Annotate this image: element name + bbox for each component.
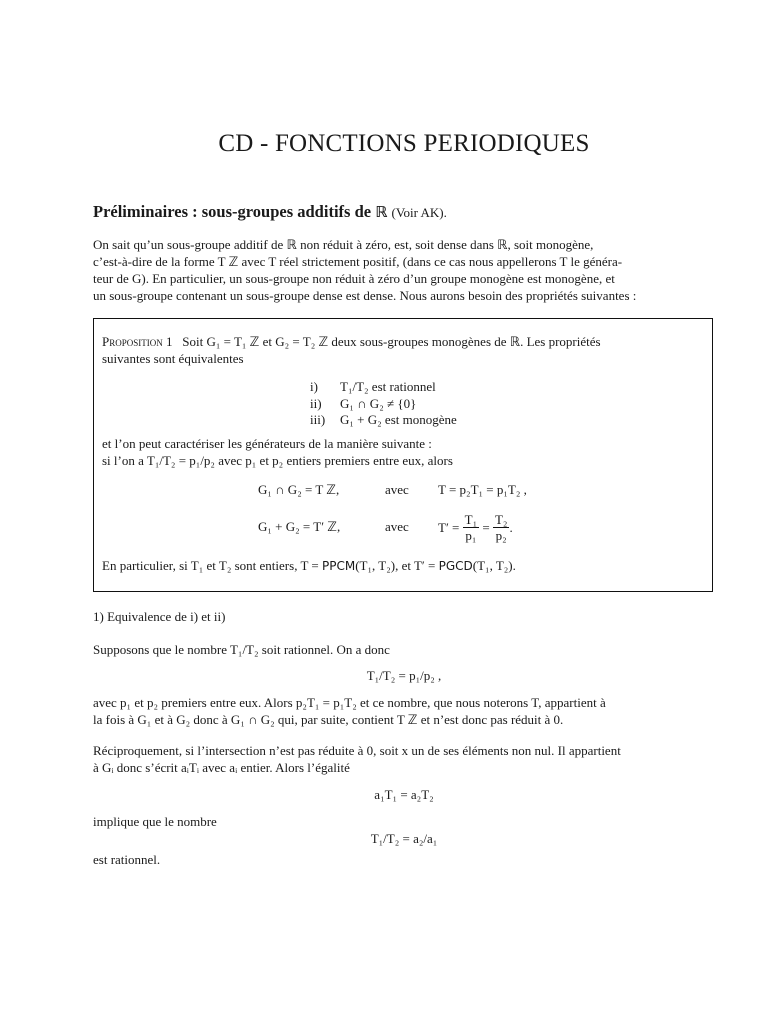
proposition-label: Proposition 1	[102, 334, 173, 349]
equals-sign: =	[482, 519, 490, 535]
fraction-denominator: p₁	[465, 528, 477, 543]
fraction-numerator: T₁	[464, 512, 478, 527]
list-item-key: iii)	[310, 412, 326, 427]
part1-heading: 1) Equivalence de i) et ii)	[93, 609, 226, 624]
list-item-text: G₁ ∩ G₂ ≠ {0}	[340, 395, 417, 411]
characterization-line: et l’on peut caractériser les générateurs de la manière suivante :	[102, 436, 432, 451]
document-title: CD - FONCTIONS PERIODIQUES	[218, 130, 590, 157]
fraction	[493, 512, 509, 543]
intro-line: teur de G). En particulier, un sous-groupe non réduit à zéro d’un groupe monogène est monogène, et	[93, 271, 615, 286]
intro-line: c’est-à-dire de la forme T ℤ avec T réel strictement positif, (dans ce cas nous appellerons T le généra-	[93, 254, 623, 269]
paragraph-line: Réciproquement, si l’intersection n’est pas réduite à 0, soit x un de ses éléments non nul. Il appartient	[93, 743, 621, 758]
part1-paragraph: est rationnel.	[93, 852, 161, 867]
list-item-key: i)	[310, 379, 318, 394]
fraction-numerator: T₂	[494, 512, 508, 527]
equation-ratio-a: T₁/T₂ = a₂/a₁	[370, 831, 438, 846]
characterization-text	[102, 435, 706, 469]
equation-sum-left: G₁ + G₂ = T′ ℤ,	[258, 519, 341, 534]
proposition-statement	[102, 333, 706, 367]
part1-paragraph: implique que le nombre	[93, 814, 217, 829]
proposition-conclusion	[102, 557, 706, 575]
equation-intersection-right: T = p₂T₁ = p₁T₂ ,	[438, 482, 527, 497]
fraction-denominator: p₂	[495, 528, 507, 543]
characterization-line: si l’on a T₁/T₂ = p₁/p₂ avec p₁ et p₂ entiers premiers entre eux, alors	[102, 453, 453, 468]
section-note: (Voir AK).	[391, 205, 447, 220]
section-heading	[93, 202, 447, 222]
equation-intersection-avec: avec	[385, 482, 409, 497]
part1-paragraph	[93, 694, 715, 728]
list-item	[310, 396, 457, 413]
equation-ratio: T₁/T₂ = p₁/p₂ ,	[366, 668, 442, 683]
equivalence-list	[310, 379, 457, 429]
proposition-statement-line: Soit G₁ = T₁ ℤ et G₂ = T₂ ℤ deux sous-groupes monogènes de ℝ. Les propriétés	[182, 334, 601, 349]
paragraph-line: à Gᵢ donc s’écrit aᵢTᵢ avec aᵢ entier. Alors l’égalité	[93, 760, 350, 775]
period: .	[509, 519, 513, 535]
reals-symbol: ℝ	[375, 203, 388, 221]
equation-sum-avec: avec	[385, 519, 409, 534]
proposition-box	[93, 318, 713, 592]
conclusion-text: (T₁, T₂).	[472, 558, 516, 573]
fraction	[463, 512, 479, 543]
list-item-key: ii)	[310, 395, 322, 411]
equation-T-prime: T′ =	[438, 519, 460, 535]
list-item-text: G₁ + G₂ est monogène	[340, 412, 457, 427]
list-item	[310, 412, 457, 429]
equation-sum-right	[438, 512, 513, 543]
paragraph-line: avec p₁ et p₂ premiers entre eux. Alors p₂T₁ = p₁T₂ et ce nombre, que nous noterons T, appartient à	[93, 695, 606, 710]
intro-line: On sait qu’un sous-groupe additif de ℝ non réduit à zéro, est, soit dense dans ℝ, soit monogène,	[93, 237, 594, 252]
pgcd-operator: PGCD	[438, 559, 473, 573]
equation-intersection-left: G₁ ∩ G₂ = T ℤ,	[258, 482, 340, 497]
part1-paragraph: Supposons que le nombre T₁/T₂ soit rationnel. On a donc	[93, 642, 390, 657]
equation-equality: a₁T₁ = a₂T₂	[374, 787, 434, 802]
ppcm-operator: PPCM	[322, 559, 356, 573]
proposition-statement-line: suivantes sont équivalentes	[102, 351, 244, 366]
conclusion-text: En particulier, si T₁ et T₂ sont entiers, T =	[102, 558, 319, 573]
section-heading-text: Préliminaires : sous-groupes additifs de	[93, 202, 372, 221]
part1-paragraph	[93, 742, 715, 776]
list-item	[310, 379, 457, 396]
conclusion-text: (T₁, T₂), et T′ =	[355, 558, 436, 573]
intro-paragraph	[93, 236, 715, 304]
intro-line: un sous-groupe contenant un sous-groupe dense est dense. Nous aurons besoin des propriétés suivantes :	[93, 288, 637, 303]
paragraph-line: la fois à G₁ et à G₂ donc à G₁ ∩ G₂ qui, par suite, contient T ℤ et n’est donc pas réduit à 0.	[93, 712, 564, 727]
list-item-text: T₁/T₂ est rationnel	[340, 379, 436, 394]
